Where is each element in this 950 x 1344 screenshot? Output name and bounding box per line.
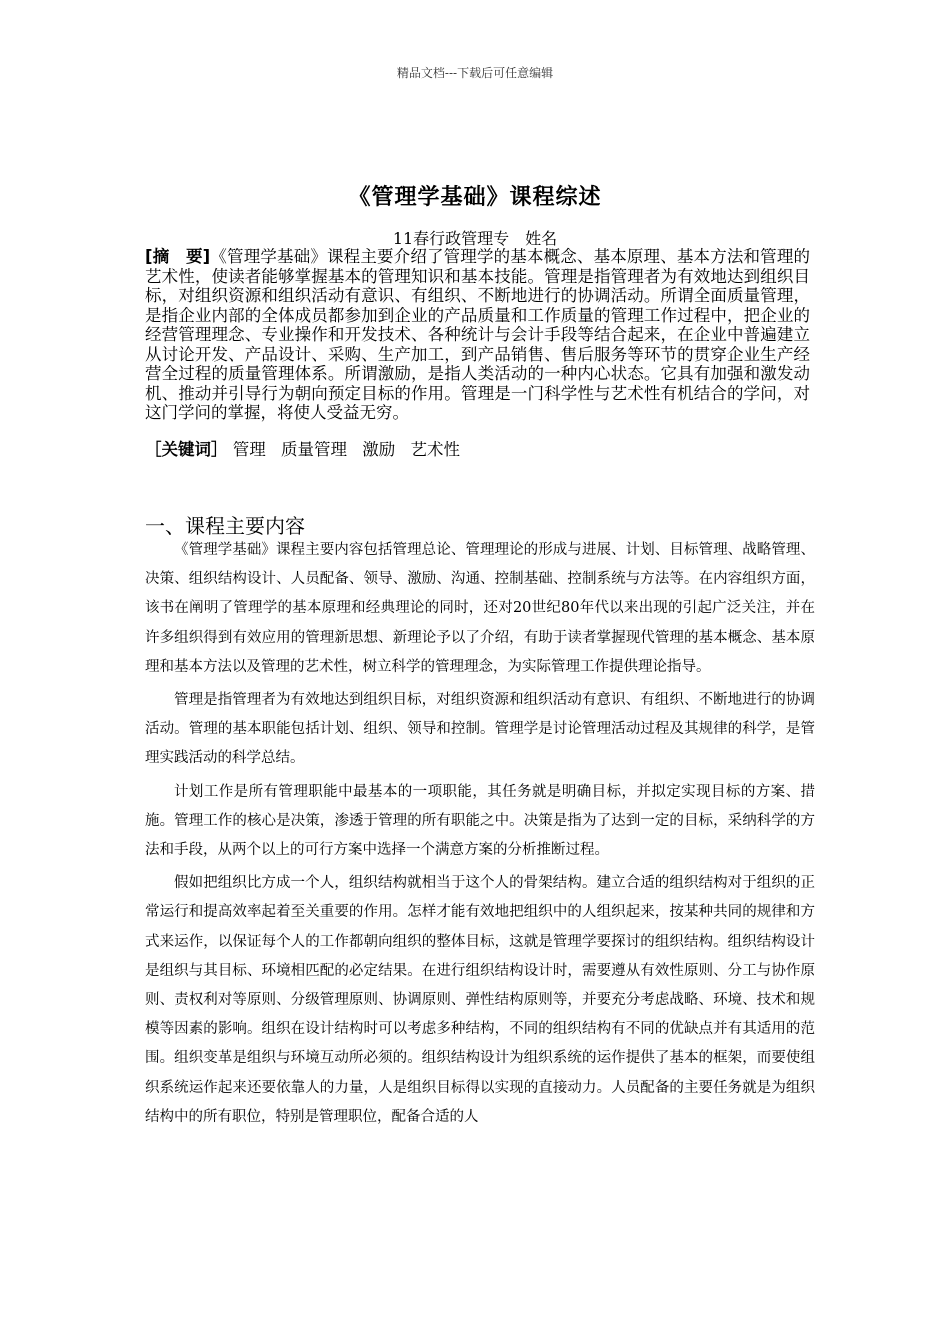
paragraph: 假如把组织比方成一个人，组织结构就相当于这个人的骨架结构。建立合适的组织结构对于组织的正常运行和提高效率起着至关重要的作用。怎样才能有效地把组织中的人组织起来，按某种共同的规律和方式来运作，以保证每个人的工作都朝向组织的整体目标，这就是管理学要探讨的组织结构。组织结构设计是组织与其目标、环境相匹配的必定结果。在进行组织结构设计时，需要遵从有效性原则、分工与协作原则、责权利对等原则、分级管理原则、协调原则、弹性结构原则等，并要充分考虑战略、环境、技术和规模等因素的影响。组织在设计结构时可以考虑多种结构，不同的组织结构有不同的优缺点并有其适用的范围。组织变革是组织与环境互动所必须的。组织结构设计为组织系统的运作提供了基本的框架，而要使组织系统运作起来还要依靠人的力量，人是组织目标得以实现的直接动力。人员配备的主要任务就是为组织结构中的所有职位，特别是管理职位，配备合适的人 bbox=[145, 875, 815, 1125]
paragraph: 管理是指管理者为有效地达到组织目标，对组织资源和组织活动有意识、有组织、不断地进行的协调活动。管理的基本职能包括计划、组织、领导和控制。管理学是讨论管理活动过程及其规律的科学，是管理实践活动的科学总结。 bbox=[145, 692, 815, 767]
section-heading: 一、课程主要内容 bbox=[145, 514, 305, 538]
abstract bbox=[145, 247, 810, 423]
author-line: 11春行政管理专 姓名 bbox=[392, 229, 558, 248]
keywords-label: ［关键词］ bbox=[145, 440, 228, 459]
body-text bbox=[145, 536, 815, 1136]
keyword: 质量管理 bbox=[281, 440, 347, 459]
paragraph: 计划工作是所有管理职能中最基本的一项职能，其任务就是明确目标，并拟定实现目标的方案、措施。管理工作的核心是决策，渗透于管理的所有职能之中。决策是指为了达到一定的目标，采纳科学的方法和手段，从两个以上的可行方案中选择一个满意方案的分析推断过程。 bbox=[145, 783, 815, 859]
page-header: 精品文档---下载后可任意编辑 bbox=[396, 66, 554, 80]
abstract-label: [摘 要] bbox=[145, 247, 211, 266]
keyword: 艺术性 bbox=[410, 440, 460, 459]
keyword: 激励 bbox=[362, 440, 396, 459]
keywords bbox=[145, 439, 810, 461]
keyword: 管理 bbox=[232, 440, 266, 459]
paragraph: 《管理学基础》课程主要内容包括管理总论、管理理论的形成与进展、计划、目标管理、战略管理、决策、组织结构设计、人员配备、领导、激励、沟通、控制基础、控制系统与方法等。在内容组织方面，该书在阐明了管理学的基本原理和经典理论的同时，还对20世纪80年代以来出现的引起广泛关注，并在许多组织得到有效应用的管理新思想、新理论予以了介绍，有助于读者掌握现代管理的基本概念、基本原理和基本方法以及管理的艺术性，树立科学的管理理念，为实际管理工作提供理论指导。 bbox=[145, 542, 815, 675]
document-title: 《管理学基础》课程综述 bbox=[348, 185, 602, 210]
abstract-text: 《管理学基础》课程主要介绍了管理学的基本概念、基本原理、基本方法和管理的艺术性，使读者能够掌握基本的管理知识和基本技能。管理是指管理者为有效地达到组织目标，对组织资源和组织活动有意识、有组织、不断地进行的协调活动。所谓全面质量管理，是指企业内部的全体成员都参加到企业的产品质量和工作质量的管理工作过程中，把企业的经营管理理念、专业操作和开发技术、各种统计与会计手段等结合起来，在企业中普遍建立从讨论开发、产品设计、采购、生产加工，到产品销售、售后服务等环节的贯穿企业生产经营全过程的质量管理体系。所谓激励，是指人类活动的一种内心状态。它具有加强和激发动机、推动并引导行为朝向预定目标的作用。管理是一门科学性与艺术性有机结合的学问，对这门学问的掌握，将使人受益无穷。 bbox=[145, 247, 810, 422]
